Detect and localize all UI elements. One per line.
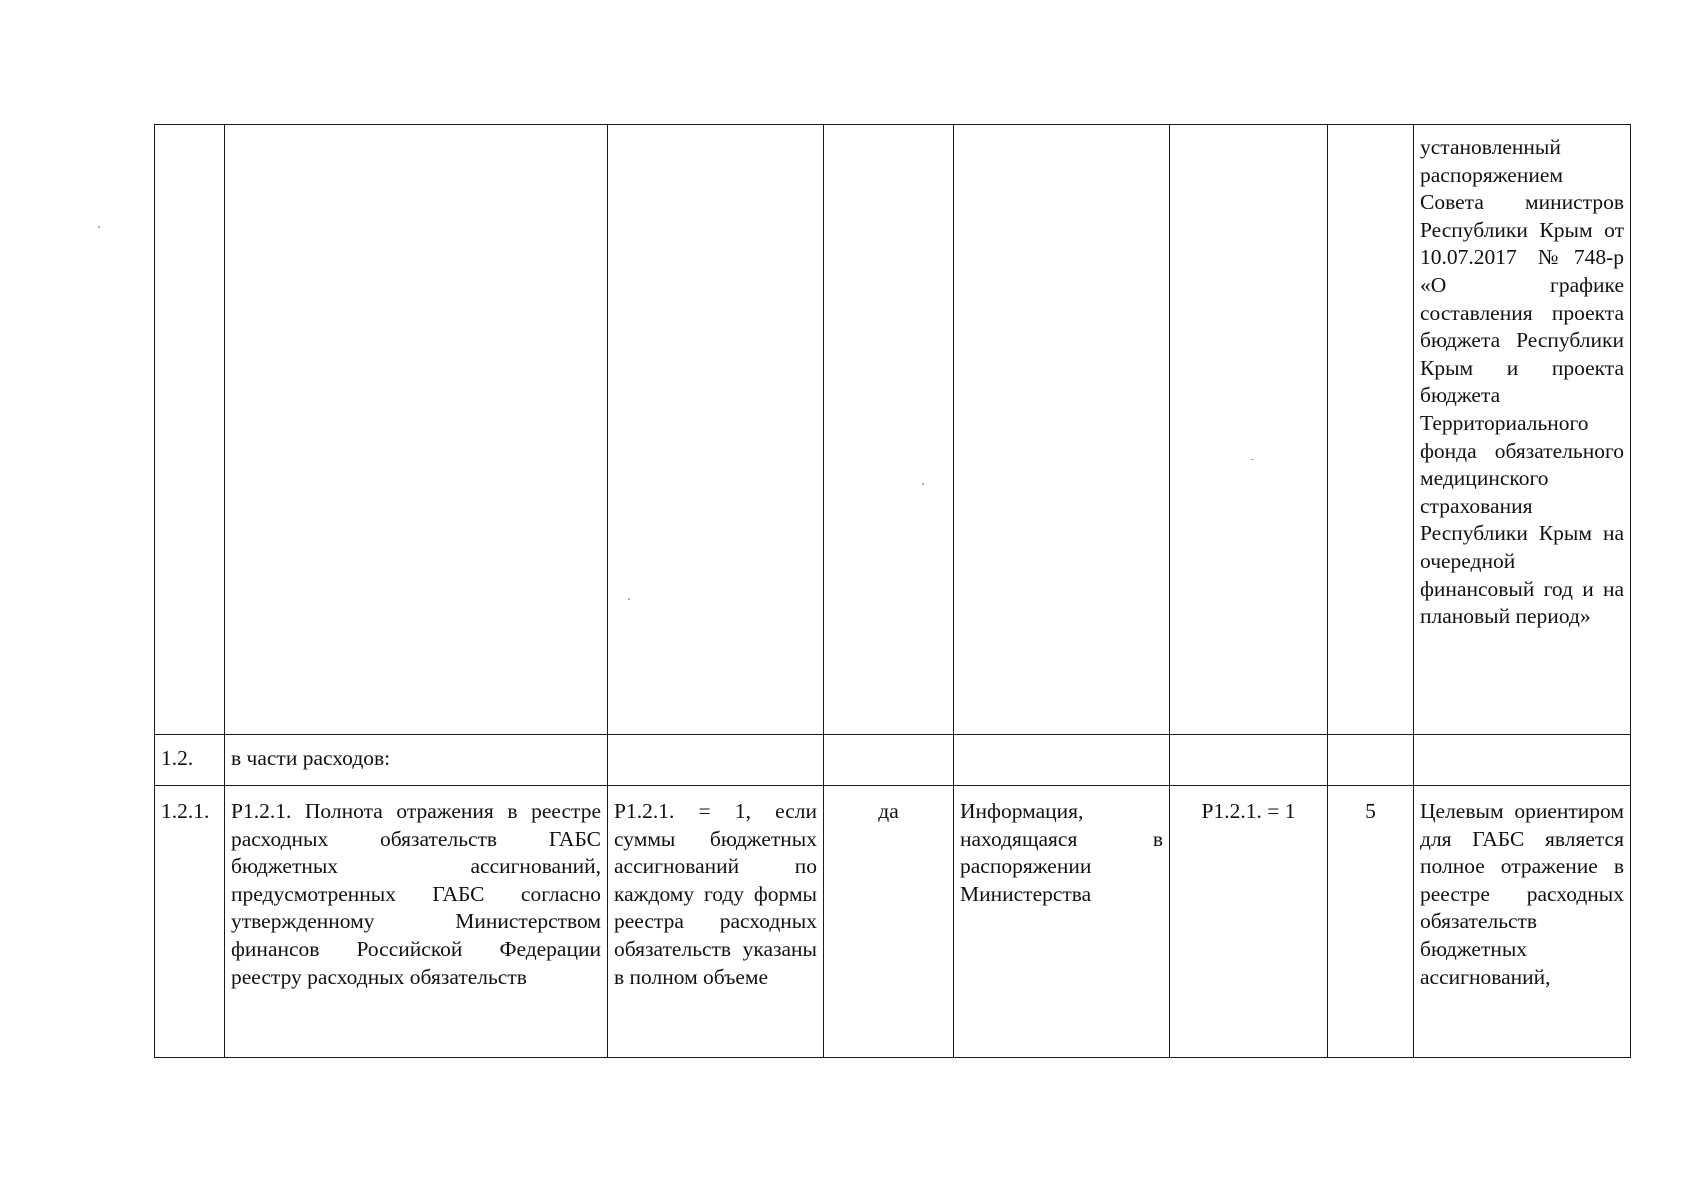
cell-formula bbox=[608, 125, 824, 735]
table-row-section bbox=[155, 735, 1631, 786]
cell-number bbox=[155, 125, 225, 735]
table-row-item bbox=[155, 786, 1631, 1058]
scan-speck bbox=[922, 483, 924, 485]
section-empty-cell bbox=[1414, 735, 1631, 786]
scan-speck bbox=[628, 598, 630, 600]
item-flag: да bbox=[824, 786, 954, 1058]
scan-speck bbox=[98, 226, 100, 228]
cell-flag bbox=[824, 125, 954, 735]
section-empty-cell bbox=[1328, 735, 1414, 786]
section-empty-cell bbox=[608, 735, 824, 786]
table-row-continuation bbox=[155, 125, 1631, 735]
scan-speck bbox=[1251, 459, 1254, 460]
cell-indicator bbox=[225, 125, 608, 735]
cell-comment-continued: установленный распоряжением Совета министров Республики Крым от 10.07.2017 №748-р «О графике составления проекта бюджета Республики Крым и проекта бюджета Территориального фонда обязательного медицинского страхования Республики Крым на очередной финансовый год и на плановый период» bbox=[1414, 125, 1631, 735]
item-indicator: Р1.2.1. Полнота отражения в реестре расходных обязательств ГАБС бюджетных ассигнований, предусмотренных ГАБС согласно утвержденному Министерством финансов Российской Федерации реестру расходных обязательств bbox=[225, 786, 608, 1058]
item-weight: 5 bbox=[1328, 786, 1414, 1058]
item-formula: Р1.2.1. = 1, если суммы бюджетных ассигнований по каждому году формы реестра расходных обязательств указаны в полном объеме bbox=[608, 786, 824, 1058]
section-empty-cell bbox=[954, 735, 1170, 786]
indicators-table bbox=[154, 124, 1631, 1058]
item-comment: Целевым ориентиром для ГАБС является полное отражение в реестре расходных обязательств бюджетных ассигнований, bbox=[1414, 786, 1631, 1058]
section-empty-cell bbox=[824, 735, 954, 786]
section-number: 1.2. bbox=[155, 735, 225, 786]
section-empty-cell bbox=[1170, 735, 1328, 786]
item-source: Информация, находящаяся в распоряжении Министерства bbox=[954, 786, 1170, 1058]
cell-source bbox=[954, 125, 1170, 735]
item-target-value: Р1.2.1. = 1 bbox=[1170, 786, 1328, 1058]
cell-weight bbox=[1328, 125, 1414, 735]
section-title: в части расходов: bbox=[225, 735, 608, 786]
item-number: 1.2.1. bbox=[155, 786, 225, 1058]
cell-target-value bbox=[1170, 125, 1328, 735]
